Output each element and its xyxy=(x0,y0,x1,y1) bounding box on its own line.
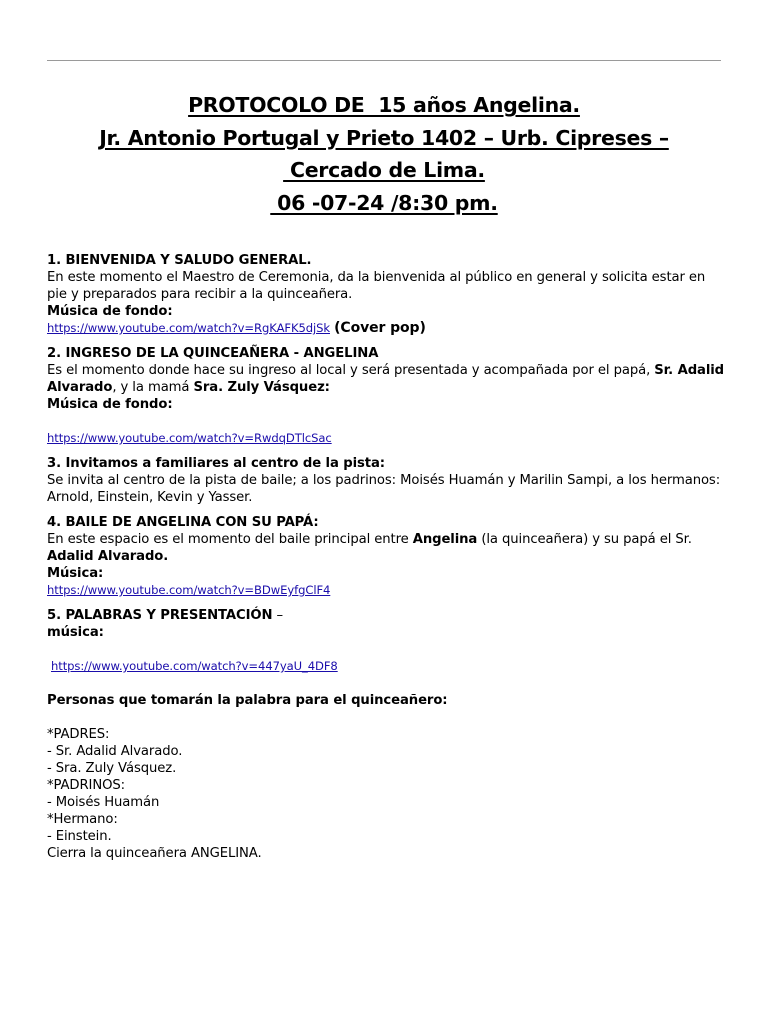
section-2-mother: Sra. Zuly Vásquez: xyxy=(193,380,330,395)
section-4-text: En este espacio es el momento del baile principal entre Angelina (la quinceañera) y su papá el Sr. Adalid Alvarado. xyxy=(47,532,692,564)
section-3-heading: 3. Invitamos a familiares al centro de la pista: xyxy=(47,456,385,471)
title-line-3: Cercado de Lima. xyxy=(283,158,485,182)
section-5-heading: 5. PALABRAS Y PRESENTACIÓN xyxy=(47,608,273,623)
title-line-1: PROTOCOLO DE 15 años Angelina. xyxy=(188,93,580,117)
section-1-heading: 1. BIENVENIDA Y SALUDO GENERAL. xyxy=(47,253,312,268)
title-line-2: Jr. Antonio Portugal y Prieto 1402 – Urb. Cipreses – xyxy=(99,125,669,150)
section-4-heading: 4. BAILE DE ANGELINA CON SU PAPÁ: xyxy=(47,515,319,530)
section-1-link-row xyxy=(47,320,727,337)
speakers-heading: Personas que tomarán la palabra para el quinceañero: xyxy=(47,693,448,708)
section-1-note: (Cover pop) xyxy=(334,320,426,336)
speaker-line: - Moisés Huamán xyxy=(47,795,160,810)
section-1-music-label: Música de fondo: xyxy=(47,304,173,319)
section-2-link-row xyxy=(47,430,727,447)
section-1-text: En este momento el Maestro de Ceremonia, da la bienvenida al público en general y solicita estar en pie y preparados para recibir a la quinceañera. xyxy=(47,270,706,302)
section-2-father: Sr. Adalid Alvarado xyxy=(47,363,725,395)
section-2-music-link[interactable]: https://www.youtube.com/watch?v=RwdqDTlcSac xyxy=(47,431,332,445)
section-4-father: Adalid Alvarado. xyxy=(47,549,169,564)
section-1-music-link[interactable]: https://www.youtube.com/watch?v=RgKAFK5djSk xyxy=(47,321,330,335)
section-4-music-link[interactable]: https://www.youtube.com/watch?v=BDwEyfgClF4 xyxy=(47,583,331,597)
section-5-music-label: música: xyxy=(47,625,104,640)
document-title xyxy=(47,89,721,219)
section-4-link-row xyxy=(47,582,727,599)
speaker-line: - Einstein. xyxy=(47,829,112,844)
section-5-music-link[interactable]: https://www.youtube.com/watch?v=447yaU_4DF8 xyxy=(51,659,338,673)
document-body xyxy=(47,252,727,862)
speaker-line: *PADRINOS: xyxy=(47,778,125,793)
speaker-line: - Sra. Zuly Vásquez. xyxy=(47,761,177,776)
closing-line: Cierra la quinceañera ANGELINA. xyxy=(47,846,262,861)
section-4-name: Angelina xyxy=(412,532,478,547)
title-line-4: 06 -07-24 /8:30 pm. xyxy=(270,190,498,215)
section-2-heading: 2. INGRESO DE LA QUINCEAÑERA - ANGELINA xyxy=(47,346,379,361)
section-4-music-label: Música: xyxy=(47,566,104,581)
section-5-heading-row: 5. PALABRAS Y PRESENTACIÓN – xyxy=(47,608,284,623)
speaker-line: *PADRES: xyxy=(47,727,110,742)
speaker-line: - Sr. Adalid Alvarado. xyxy=(47,744,183,759)
section-5-link-row xyxy=(47,658,727,675)
top-divider xyxy=(47,60,721,61)
section-2-music-label: Música de fondo: xyxy=(47,397,173,412)
section-2-text: Es el momento donde hace su ingreso al local y será presentada y acompañada por el papá, Sr. Adalid Alvarado, y la mamá Sra. Zuly Vásquez: xyxy=(47,363,725,395)
section-3-text: Se invita al centro de la pista de baile; a los padrinos: Moisés Huamán y Marilin Sampi, a los hermanos: Arnold, Einstein, Kevin y Yasser. xyxy=(47,473,721,505)
speaker-line: *Hermano: xyxy=(47,812,118,827)
